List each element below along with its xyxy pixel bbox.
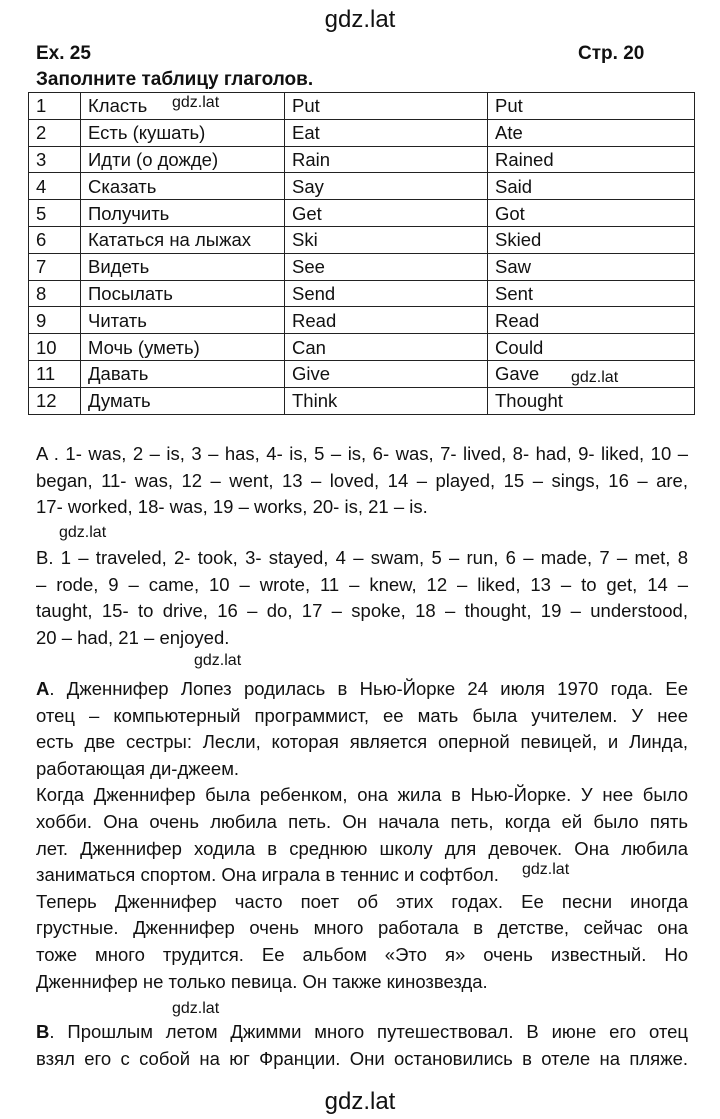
russian-verb-cell: Мочь (уметь) bbox=[81, 334, 285, 361]
translation-b-line: . Прошлым летом Джимми много путешествовал. В июне его отец bbox=[49, 1021, 688, 1042]
answers-b-line: 20 – had, 21 – enjoyed. bbox=[36, 626, 230, 648]
text-watermark-3: gdz.lat bbox=[522, 861, 570, 878]
table-row bbox=[29, 334, 695, 361]
translation-a-line: тоже много трудится. Ее альбом «Это я» очень известный. Но bbox=[36, 943, 688, 965]
russian-verb-cell: Думать bbox=[81, 387, 285, 414]
answers-b bbox=[36, 545, 688, 651]
russian-verb-cell: Видеть bbox=[81, 253, 285, 280]
answers-b-line: – rode, 9 – came, 10 – wrote, 11 – knew, 12 – liked, 13 – to get, 14 – bbox=[36, 573, 688, 595]
exercise-number: Ex. 25 bbox=[36, 43, 91, 64]
verb-past-form-cell: Thought bbox=[488, 387, 695, 414]
verb-base-form-cell: Rain bbox=[285, 146, 488, 173]
table-row bbox=[29, 173, 695, 200]
answers-a-line: began, 11- was, 12 – went, 13 – loved, 14 – played, 15 – sings, 16 – are, bbox=[36, 469, 688, 491]
row-number-cell: 7 bbox=[29, 253, 81, 280]
verb-base-form-cell: See bbox=[285, 253, 488, 280]
russian-verb-cell: Читать bbox=[81, 307, 285, 334]
translation-a-line: есть две сестры: Лесли, которая является оперной певицей, и Линда, bbox=[36, 731, 688, 753]
verb-past-form-cell: Could bbox=[488, 334, 695, 361]
table-row bbox=[29, 280, 695, 307]
row-number-cell: 3 bbox=[29, 146, 81, 173]
verb-past-form-cell: Saw bbox=[488, 253, 695, 280]
verb-base-form-cell: Give bbox=[285, 360, 488, 387]
table-row bbox=[29, 253, 695, 280]
translation-a bbox=[36, 676, 688, 995]
row-number-cell: 4 bbox=[29, 173, 81, 200]
verb-past-form-cell: Read bbox=[488, 307, 695, 334]
translation-a-line: грустные. Дженнифер очень много работала в детстве, сейчас она bbox=[36, 917, 688, 939]
verb-past-form-cell: Gave bbox=[488, 360, 695, 387]
translation-a-line: . Дженнифер Лопез родилась в Нью-Йорке 24 июля 1970 года. Ее bbox=[49, 678, 688, 699]
answers-a-line: 17- worked, 18- was, 19 – works, 20- is, 21 – is. bbox=[36, 496, 428, 518]
site-watermark-top: gdz.lat bbox=[324, 6, 396, 33]
russian-verb-cell: Посылать bbox=[81, 280, 285, 307]
translation-b-label: B bbox=[36, 1021, 50, 1042]
translation-a-label: A bbox=[36, 678, 50, 699]
page-number: Стр. 20 bbox=[578, 43, 645, 64]
verb-base-form-cell: Think bbox=[285, 387, 488, 414]
translation-b-line: взял его с собой на юг Франции. Они остановились в отеле на пляже. bbox=[36, 1047, 688, 1069]
row-number-cell: 6 bbox=[29, 226, 81, 253]
russian-verb-cell: Получить bbox=[81, 200, 285, 227]
translation-a-line: работающая ди-джеем. bbox=[36, 757, 240, 779]
verb-past-form-cell: Sent bbox=[488, 280, 695, 307]
row-number-cell: 10 bbox=[29, 334, 81, 361]
russian-verb-cell: Кататься на лыжах bbox=[81, 226, 285, 253]
table-row bbox=[29, 93, 695, 120]
verb-past-form-cell: Ate bbox=[488, 119, 695, 146]
verb-base-form-cell: Can bbox=[285, 334, 488, 361]
verb-past-form-cell: Said bbox=[488, 173, 695, 200]
translation-a-line: лет. Дженнифер ходила в среднюю школу для девочек. Она любила bbox=[36, 837, 688, 859]
translation-a-line: заниматься спортом. Она играла в теннис и софтбол. bbox=[36, 864, 499, 886]
row-number-cell: 9 bbox=[29, 307, 81, 334]
verb-base-form-cell: Read bbox=[285, 307, 488, 334]
translation-a-line: Когда Дженнифер была ребенком, она жила в Нью-Йорке. У нее было bbox=[36, 784, 688, 806]
translation-a-line: Дженнифер не только певица. Он также кинозвезда. bbox=[36, 970, 488, 992]
table-row bbox=[29, 226, 695, 253]
russian-verb-cell: Есть (кушать) bbox=[81, 119, 285, 146]
row-number-cell: 2 bbox=[29, 119, 81, 146]
answers-b-line: taught, 15- to drive, 16 – do, 17 – spoke, 18 – thought, 19 – understood, bbox=[36, 600, 688, 622]
translation-a-line: отец – компьютерный программист, ее мать была учителем. У нее bbox=[36, 704, 688, 726]
russian-verb-cell: Давать bbox=[81, 360, 285, 387]
table-row bbox=[29, 146, 695, 173]
row-number-cell: 11 bbox=[29, 360, 81, 387]
answers-b-line: B. 1 – traveled, 2- took, 3- stayed, 4 – swam, 5 – run, 6 – made, 7 – met, 8 bbox=[36, 547, 688, 568]
row-number-cell: 8 bbox=[29, 280, 81, 307]
russian-verb-cell: Сказать bbox=[81, 173, 285, 200]
translation-a-line: хобби. Она очень любила петь. Он начала петь, когда ей было пять bbox=[36, 810, 688, 832]
verb-past-form-cell: Got bbox=[488, 200, 695, 227]
verb-past-form-cell: Skied bbox=[488, 226, 695, 253]
table-row bbox=[29, 119, 695, 146]
translation-b bbox=[36, 1019, 688, 1072]
russian-verb-cell: Класть bbox=[81, 93, 285, 120]
table-row bbox=[29, 387, 695, 414]
verb-base-form-cell: Put bbox=[285, 93, 488, 120]
verb-base-form-cell: Send bbox=[285, 280, 488, 307]
table-watermark-2: gdz.lat bbox=[571, 369, 619, 386]
text-watermark-4: gdz.lat bbox=[172, 1000, 220, 1017]
text-watermark-2: gdz.lat bbox=[194, 652, 242, 669]
verb-base-form-cell: Say bbox=[285, 173, 488, 200]
text-watermark-1: gdz.lat bbox=[59, 524, 107, 541]
verb-past-form-cell: Put bbox=[488, 93, 695, 120]
answers-a-line: A . 1- was, 2 – is, 3 – has, 4- is, 5 – is, 6- was, 7- lived, 8- had, 9- liked, 10 – bbox=[36, 443, 688, 464]
site-watermark-bottom: gdz.lat bbox=[324, 1088, 396, 1115]
row-number-cell: 1 bbox=[29, 93, 81, 120]
table-row bbox=[29, 200, 695, 227]
row-number-cell: 12 bbox=[29, 387, 81, 414]
translation-a-line: Теперь Дженнифер часто поет об этих годах. Ее песни иногда bbox=[36, 890, 688, 912]
verb-base-form-cell: Get bbox=[285, 200, 488, 227]
task-instruction: Заполните таблицу глаголов. bbox=[36, 69, 314, 90]
verb-past-form-cell: Rained bbox=[488, 146, 695, 173]
table-watermark-1: gdz.lat bbox=[172, 94, 220, 111]
table-row bbox=[29, 307, 695, 334]
russian-verb-cell: Идти (о дожде) bbox=[81, 146, 285, 173]
verb-base-form-cell: Eat bbox=[285, 119, 488, 146]
row-number-cell: 5 bbox=[29, 200, 81, 227]
verb-base-form-cell: Ski bbox=[285, 226, 488, 253]
verb-table bbox=[28, 92, 695, 415]
answers-a bbox=[36, 441, 688, 521]
